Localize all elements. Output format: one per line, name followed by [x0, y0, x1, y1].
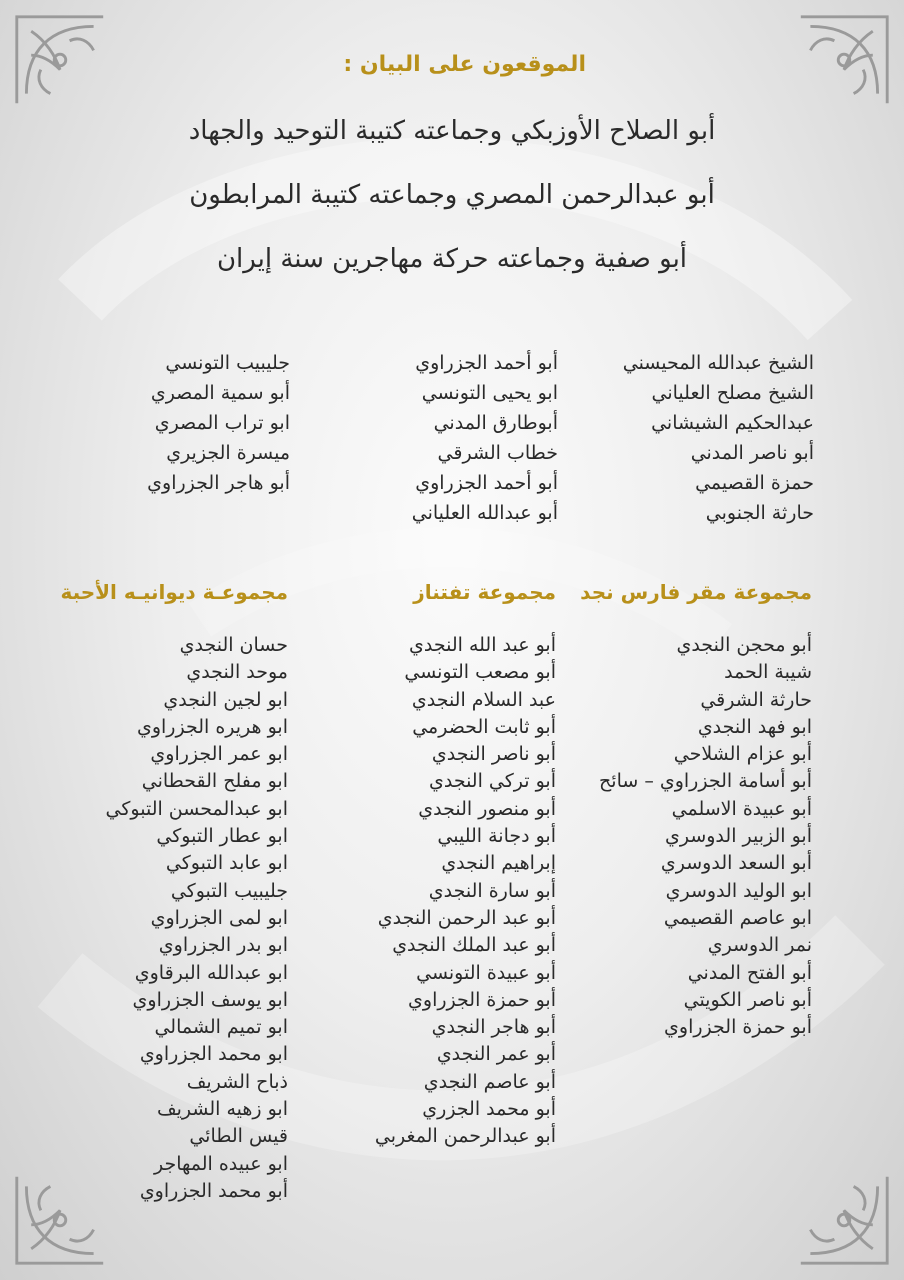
list-item: ابو عبدالله البرقاوي	[134, 961, 288, 984]
list-item: أبو عبيدة التونسي	[416, 961, 556, 984]
list-item: ابو لجين النجدي	[163, 688, 288, 711]
corner-ornament-icon	[12, 1172, 108, 1268]
list-item: حارثة الشرقي	[700, 688, 812, 711]
list-item: قيس الطائي	[189, 1125, 288, 1148]
list-item: أبو الفتح المدني	[687, 961, 812, 984]
list-item: ابو بدر الجزراوي	[158, 934, 288, 957]
list-item: موحد النجدي	[186, 661, 288, 684]
corner-ornament-icon	[796, 1172, 892, 1268]
list-item: أبو تركي النجدي	[428, 770, 556, 793]
list-item: ابو محمد الجزراوي	[139, 1043, 288, 1066]
list-item: إبراهيم النجدي	[441, 852, 556, 875]
list-item: أبو سمية المصري	[150, 382, 290, 404]
list-item: ميسرة الجزيري	[166, 442, 290, 464]
list-item: أبو عمر النجدي	[436, 1043, 556, 1066]
list-item: أبو منصور النجدي	[418, 797, 556, 820]
list-item: أبو حمزة الجزراوي	[664, 1016, 812, 1039]
list-item: الشيخ عبدالله المحيسني	[622, 352, 814, 374]
list-item: أبو محمد الجزري	[422, 1098, 556, 1121]
list-item: أبو أحمد الجزراوي	[415, 352, 558, 374]
list-item: ابو يحيى التونسي	[421, 382, 558, 404]
list-item: أبو عزام الشلاحي	[673, 743, 812, 766]
group-title-taftanaz: مجموعة تفتناز	[413, 580, 556, 604]
group-list-taftanaz	[375, 632, 556, 1151]
list-item: جليبيب التبوكي	[170, 879, 288, 902]
list-item: ابو عطار التبوكي	[156, 825, 288, 848]
list-item: خطاب الشرقي	[437, 442, 558, 464]
list-item: جليبيب التونسي	[165, 352, 290, 374]
signatories-column-2	[412, 348, 558, 528]
list-item: نمر الدوسري	[707, 934, 812, 957]
list-item: حسان النجدي	[179, 634, 288, 656]
list-item: حمزة القصيمي	[695, 472, 814, 494]
list-item: أبو عبدالله العلياني	[411, 502, 558, 524]
corner-ornament-icon	[12, 12, 108, 108]
list-item: أبو عبد الله النجدي	[409, 634, 556, 656]
list-item: أبو محمد الجزراوي	[139, 1179, 288, 1202]
list-item: عبدالحكيم الشيشاني	[651, 412, 814, 434]
group-list-diwaniya	[106, 632, 288, 1205]
list-item: ابو تميم الشمالي	[154, 1016, 288, 1039]
list-item: أبو حمزة الجزراوي	[408, 988, 556, 1011]
list-item: أبوطارق المدني	[433, 412, 558, 434]
list-item: أبو أحمد الجزراوي	[415, 472, 558, 494]
corner-ornament-icon	[796, 12, 892, 108]
list-item: ابو زهيه الشريف	[156, 1098, 288, 1121]
list-item: ابو مفلح القحطاني	[141, 770, 288, 793]
list-item: الشيخ مصلح العلياني	[651, 382, 814, 404]
list-item: أبو مصعب التونسي	[404, 661, 556, 684]
statement-line: أبو صفية وجماعته حركة مهاجرين سنة إيران	[216, 244, 688, 274]
list-item: أبو السعد الدوسري	[660, 852, 812, 875]
page-heading: الموقعون على البيان :	[343, 52, 586, 77]
list-item: أبو هاجر النجدي	[431, 1016, 556, 1039]
list-item: ابو عابد التبوكي	[165, 852, 288, 875]
list-item: ابو هريره الجزراوي	[136, 715, 288, 738]
list-item: أبو عبيدة الاسلمي	[671, 797, 812, 820]
list-item: حارثة الجنوبي	[705, 502, 814, 524]
list-item: ابو الوليد الدوسري	[665, 879, 812, 902]
list-item: أبو عبدالرحمن المغربي	[374, 1125, 556, 1148]
group-list-faris-najd	[599, 632, 812, 1041]
list-item: ابو يوسف الجزراوي	[132, 988, 288, 1011]
list-item: ابو عمر الجزراوي	[150, 743, 288, 766]
signatories-column-1	[623, 348, 814, 528]
signatories-column-3	[147, 348, 290, 498]
list-item: أبو ناصر النجدي	[431, 743, 556, 766]
statement-line: أبو الصلاح الأوزبكي وجماعته كتيبة التوحيد والجهاد	[188, 116, 716, 146]
list-item: ابو لمى الجزراوي	[150, 906, 288, 929]
group-title-faris-najd: مجموعة مقر فارس نجد	[580, 580, 812, 604]
list-item: أبو محجن النجدي	[676, 634, 812, 656]
list-item: أبو عاصم النجدي	[423, 1070, 556, 1093]
list-item: أبو سارة النجدي	[428, 879, 556, 902]
list-item: ابو تراب المصري	[154, 412, 290, 434]
statement-line: أبو عبدالرحمن المصري وجماعته كتيبة المرابطون	[189, 180, 715, 210]
list-item: عبد السلام النجدي	[411, 688, 556, 711]
list-item: أبو هاجر الجزراوي	[147, 472, 290, 494]
list-item: أبو الزبير الدوسري	[664, 825, 812, 848]
group-title-diwaniya: مجموعـة ديوانيـه الأحبة	[60, 580, 288, 604]
list-item: أبو ناصر الكويتي	[683, 988, 812, 1011]
list-item: ذباح الشريف	[186, 1070, 288, 1093]
list-item: ابو عبدالمحسن التبوكي	[105, 797, 288, 820]
list-item: شيبة الحمد	[724, 661, 812, 684]
list-item: أبو عبد الرحمن النجدي	[377, 906, 556, 929]
list-item: أبو ثابت الحضرمي	[412, 715, 556, 738]
list-item: ابو عبيده المهاجر	[153, 1152, 288, 1175]
list-item: أبو ناصر المدني	[690, 442, 814, 464]
list-item: أبو أسامة الجزراوي – سائح	[599, 770, 812, 793]
list-item: أبو دجانة الليبي	[437, 825, 556, 848]
list-item: ابو فهد النجدي	[697, 715, 812, 738]
list-item: ابو عاصم القصيمي	[663, 906, 812, 929]
list-item: أبو عبد الملك النجدي	[392, 934, 556, 957]
